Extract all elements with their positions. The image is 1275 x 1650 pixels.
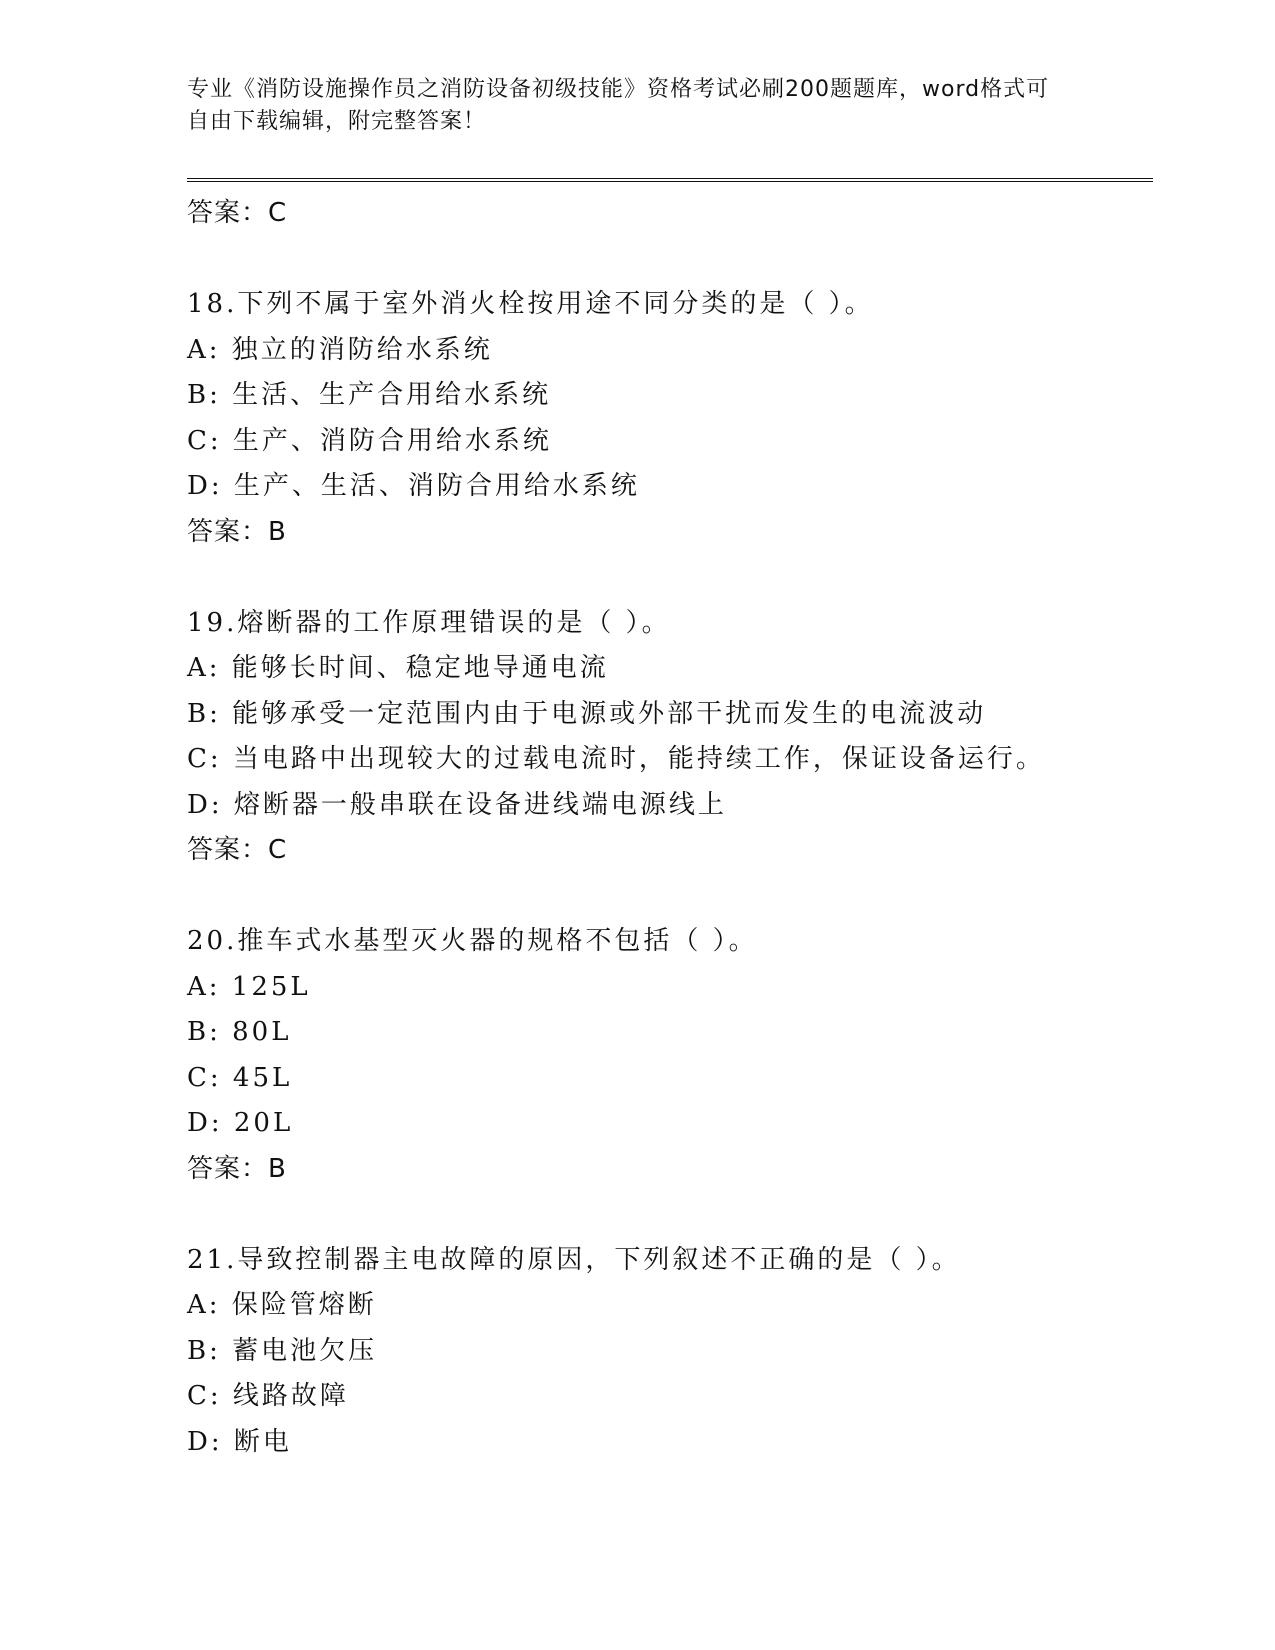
spacer bbox=[187, 555, 1147, 601]
option-a: A: 独立的消防给水系统 bbox=[187, 334, 493, 365]
answer-line: 答案：B bbox=[187, 1153, 287, 1184]
spacer bbox=[187, 237, 1147, 283]
answer-line: 答案：C bbox=[187, 835, 288, 865]
question-stem: 20.推车式水基型灭火器的规格不包括（ ）。 bbox=[187, 926, 758, 956]
document-body bbox=[187, 191, 1147, 1465]
option-b: B: 蓄电池欠压 bbox=[187, 1335, 378, 1366]
option-d: D: 20L bbox=[187, 1108, 294, 1138]
answer-line: 答案：C bbox=[187, 198, 288, 228]
question-stem: 21.导致控制器主电故障的原因，下列叙述不正确的是（ ）。 bbox=[187, 1244, 961, 1275]
spacer bbox=[187, 1192, 1147, 1238]
option-a: A: 保险管熔断 bbox=[187, 1290, 377, 1320]
option-c: C: 当电路中出现较大的过载电流时，能持续工作，保证设备运行。 bbox=[187, 744, 1045, 774]
option-d: D: 断电 bbox=[187, 1426, 292, 1457]
option-b: B: 生活、生产合用给水系统 bbox=[187, 380, 552, 410]
option-c: C: 生产、消防合用给水系统 bbox=[187, 425, 552, 456]
question-19 bbox=[187, 601, 1147, 874]
option-d: D: 熔断器一般串联在设备进线端电源线上 bbox=[187, 789, 727, 820]
option-a: A: 125L bbox=[187, 971, 311, 1002]
option-b: B: 能够承受一定范围内由于电源或外部干扰而发生的电流波动 bbox=[187, 698, 987, 729]
option-b: B: 80L bbox=[187, 1017, 292, 1047]
answer-line: 答案：B bbox=[187, 516, 287, 547]
question-18 bbox=[187, 282, 1147, 555]
question-stem: 19.熔断器的工作原理错误的是（ ）。 bbox=[187, 607, 671, 638]
question-21 bbox=[187, 1238, 1147, 1466]
document-header: 专业《消防设施操作员之消防设备初级技能》资格考试必刷200题题库，word格式可自由下载编辑，附完整答案！ bbox=[187, 77, 1050, 134]
spacer bbox=[187, 874, 1147, 920]
question-20 bbox=[187, 919, 1147, 1192]
header-divider bbox=[187, 178, 1153, 182]
option-c: C: 45L bbox=[187, 1062, 293, 1093]
option-a: A: 能够长时间、稳定地导通电流 bbox=[187, 653, 609, 683]
option-d: D: 生产、生活、消防合用给水系统 bbox=[187, 471, 640, 501]
option-c: C: 线路故障 bbox=[187, 1381, 349, 1411]
question-stem: 18.下列不属于室外消火栓按用途不同分类的是（ ）。 bbox=[187, 289, 874, 319]
